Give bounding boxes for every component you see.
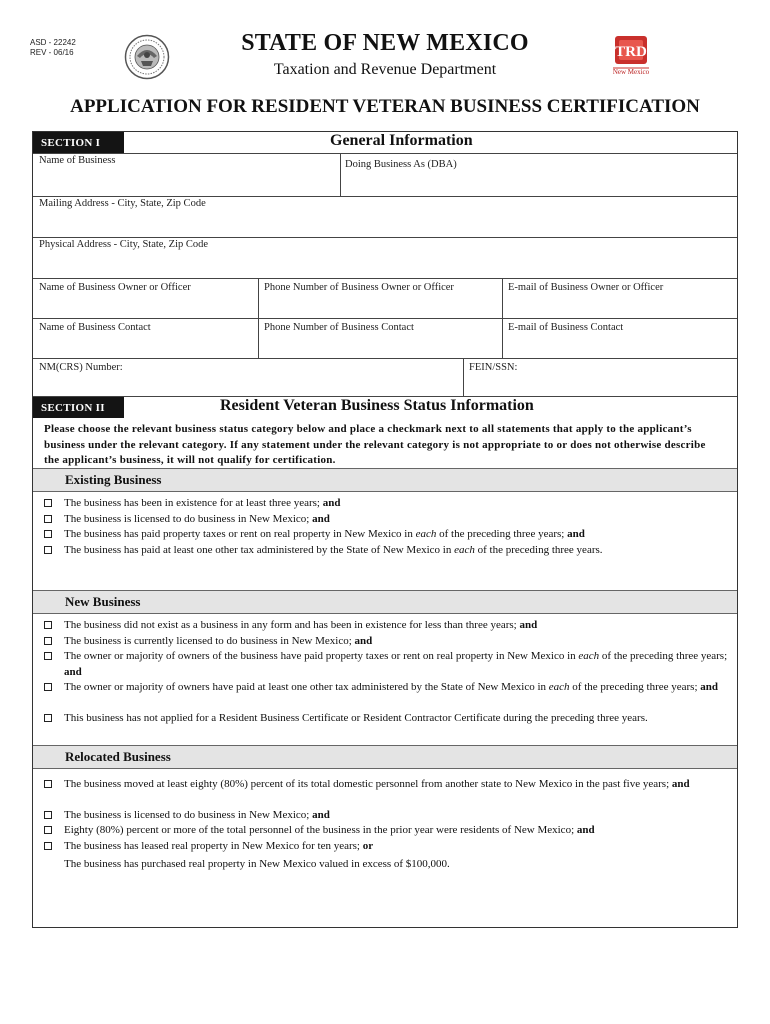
checkbox[interactable] <box>44 683 52 691</box>
checkbox[interactable] <box>44 826 52 834</box>
section-2-instructions: Please choose the relevant business status category below and place a checkmark next to all statements that apply to the applicant’s business under the relevant category. If any statement under the relevant category is not appropriate to or does not otherwise describe the applicant’s business, it will not qualify for certification. <box>44 423 706 466</box>
relocated-extra-statement: The business has purchased real property in New Mexico valued in excess of $100,000. <box>64 858 450 870</box>
statement-text: Eighty (80%) percent or more of the total personnel of the business in the prior year were residents of New Mexico; and <box>64 824 595 836</box>
contact-email-field[interactable]: E-mail of Business Contact <box>508 322 624 333</box>
checkbox[interactable] <box>44 652 52 660</box>
section-2-tab: SECTION II <box>33 397 124 418</box>
statement-text: The business has paid property taxes or rent on real property in New Mexico in each of the preceding three years; and <box>64 528 585 540</box>
statement-text: The business moved at least eighty (80%) percent of its total domestic personnel from another state to New Mexico in the past five years; and <box>64 778 690 790</box>
new-business-heading: New Business <box>65 594 141 609</box>
checkbox[interactable] <box>44 515 52 523</box>
checkbox[interactable] <box>44 546 52 554</box>
existing-statement-1 <box>44 496 734 512</box>
statement-text: The owner or majority of owners have paid at least one other tax administered by the State of New Mexico in each of the preceding three years; and <box>64 681 719 693</box>
contact-name-field[interactable]: Name of Business Contact <box>39 322 151 333</box>
new-statement-5 <box>44 711 734 727</box>
relocated-business-heading: Relocated Business <box>65 749 171 764</box>
new-statement-2 <box>44 634 734 650</box>
state-title: STATE OF NEW MEXICO <box>241 30 529 56</box>
owner-phone-field[interactable]: Phone Number of Business Owner or Officer <box>264 282 454 293</box>
checkbox[interactable] <box>44 499 52 507</box>
existing-business-header <box>33 468 737 492</box>
statement-text: The business has been in existence for at least three years; and <box>64 497 341 509</box>
checkbox[interactable] <box>44 780 52 788</box>
department-name: Taxation and Revenue Department <box>273 61 497 78</box>
form-revision: REV - 06/16 <box>30 48 74 57</box>
statement-text: The business has paid at least one other tax administered by the State of New Mexico in each of the preceding three years. <box>64 544 603 556</box>
owner-name-field[interactable]: Name of Business Owner or Officer <box>39 282 191 293</box>
statement-text: This business has not applied for a Resident Business Certificate or Resident Contractor Certificate during the preceding three years. <box>64 712 648 724</box>
owner-email-field[interactable]: E-mail of Business Owner or Officer <box>508 282 664 293</box>
relocated-business-header <box>33 745 737 769</box>
trd-logo-icon <box>607 34 655 80</box>
checkbox[interactable] <box>44 811 52 819</box>
mailing-address-field[interactable]: Mailing Address - City, State, Zip Code <box>39 198 206 209</box>
statement-text: The business is licensed to do business in New Mexico; and <box>64 809 330 821</box>
section-1-title: General Information <box>330 132 473 149</box>
checkbox[interactable] <box>44 530 52 538</box>
section-2-title: Resident Veteran Business Status Information <box>220 397 534 414</box>
contact-phone-field[interactable]: Phone Number of Business Contact <box>264 322 414 333</box>
checkbox[interactable] <box>44 842 52 850</box>
statement-text: The business has leased real property in New Mexico for ten years; or <box>64 840 374 852</box>
statement-text: The business did not exist as a business in any form and has been in existence for less than three years; and <box>64 619 538 631</box>
existing-business-heading: Existing Business <box>65 472 162 487</box>
new-business-header <box>33 590 737 614</box>
logo-caption: New Mexico <box>612 68 650 76</box>
new-statement-1 <box>44 618 734 634</box>
relocated-statement-3 <box>44 823 734 839</box>
existing-statement-3 <box>44 527 734 543</box>
section-1-tab: SECTION I <box>33 132 124 153</box>
relocated-statement-4 <box>44 839 734 855</box>
existing-statement-4 <box>44 543 734 559</box>
existing-statement-2 <box>44 512 734 528</box>
relocated-statement-2 <box>44 808 734 824</box>
checkbox[interactable] <box>44 621 52 629</box>
svg-text:TRD: TRD <box>615 44 647 60</box>
new-statement-4 <box>44 680 734 696</box>
relocated-statement-1 <box>44 777 734 793</box>
checkbox[interactable] <box>44 637 52 645</box>
statement-text: The business is licensed to do business in New Mexico; and <box>64 513 330 525</box>
business-name-field[interactable]: Name of Business <box>39 155 116 166</box>
fein-ssn-field[interactable]: FEIN/SSN: <box>469 362 518 373</box>
dba-field[interactable]: Doing Business As (DBA) <box>345 159 457 170</box>
statement-text: The owner or majority of owners of the business have paid property taxes or rent on real property in New Mexico in each of the preceding three years; and <box>64 650 728 678</box>
new-statement-3 <box>44 649 734 680</box>
application-title: APPLICATION FOR RESIDENT VETERAN BUSINESS CERTIFICATION <box>70 96 700 117</box>
statement-text: The business is currently licensed to do business in New Mexico; and <box>64 635 373 647</box>
nmcrs-field[interactable]: NM(CRS) Number: <box>39 362 123 373</box>
checkbox[interactable] <box>44 714 52 722</box>
physical-address-field[interactable]: Physical Address - City, State, Zip Code <box>39 239 209 250</box>
form-number: ASD - 22242 <box>30 38 76 47</box>
